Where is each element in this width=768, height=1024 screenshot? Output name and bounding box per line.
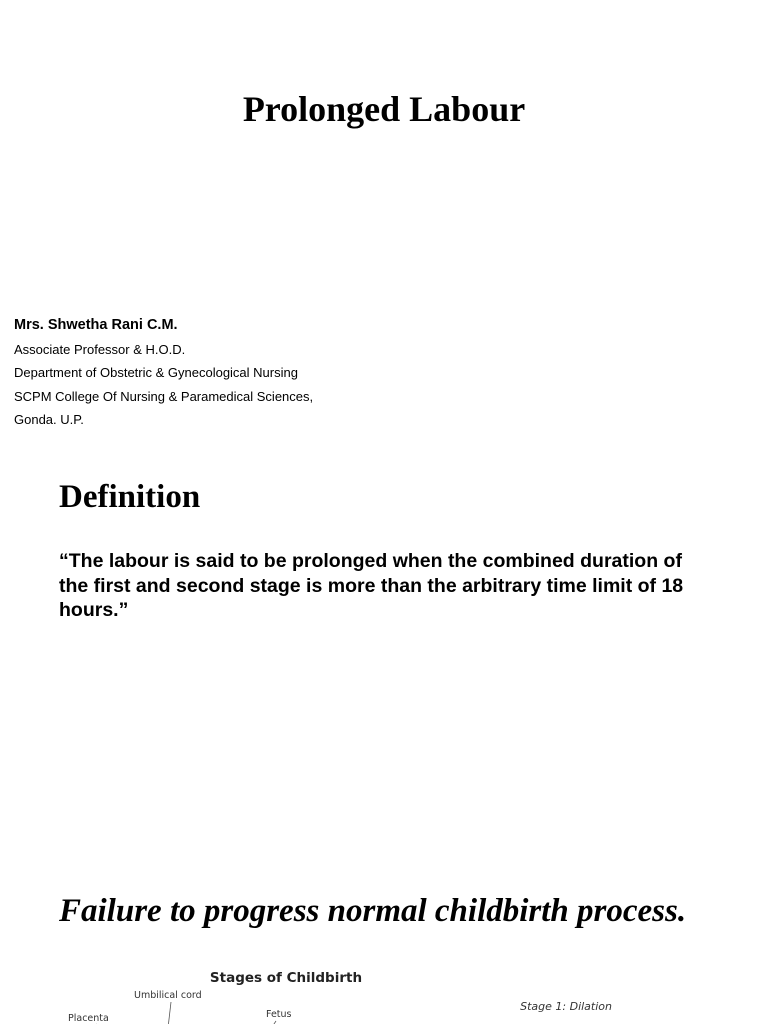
title-slide xyxy=(0,0,768,450)
childbirth-stages-diagram xyxy=(56,964,712,1024)
author-location: Gonda. U.P. xyxy=(14,412,84,427)
stage-label: Stage 1: Dilation xyxy=(520,1000,612,1013)
presentation-title: Prolonged Labour xyxy=(242,89,526,129)
definition-heading: Definition xyxy=(59,479,201,515)
diagram-title: Stages of Childbirth xyxy=(209,970,363,986)
failure-slide xyxy=(0,860,768,1024)
author-department: Department of Obstetric & Gynecological Nursing xyxy=(14,365,298,380)
author-designation: Associate Professor & H.O.D. xyxy=(14,341,186,357)
author-name: Mrs. Shwetha Rani C.M. xyxy=(14,317,178,333)
uterus-illustration xyxy=(56,964,712,1024)
author-college: SCPM College Of Nursing & Paramedical Sciences, xyxy=(14,388,314,404)
definition-slide xyxy=(0,455,768,855)
fetus-label: Fetus xyxy=(266,1009,292,1020)
placenta-label: Placenta xyxy=(68,1013,109,1024)
failure-heading: Failure to progress normal childbirth process. xyxy=(59,893,687,929)
umbilical-cord-label: Umbilical cord xyxy=(134,990,202,1001)
definition-text: “The labour is said to be prolonged when the combined duration of the first and second stage is more than the arbitrary time limit of 18 hours.” xyxy=(59,550,684,621)
author-block xyxy=(14,314,313,432)
